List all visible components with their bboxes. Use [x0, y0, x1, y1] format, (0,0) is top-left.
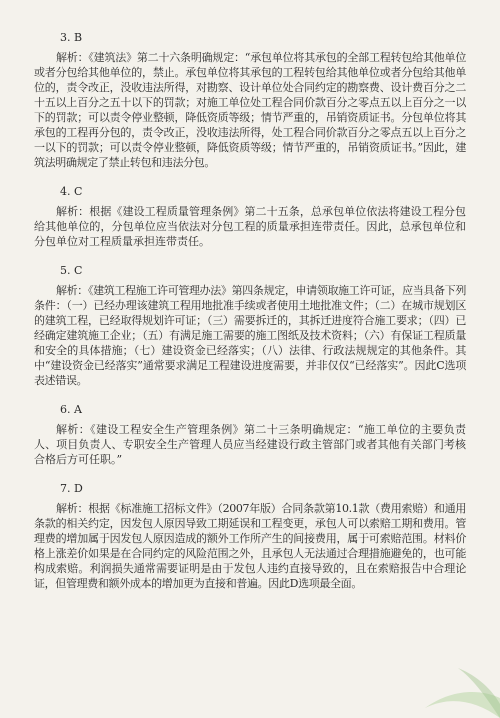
explanation-text: 解析：《建筑工程施工许可管理办法》第四条规定，申请领取施工许可证，应当具备下列条件：（一）已经办理该建筑工程用地批准手续或者使用土地批准文件；（二）在城市规划区的建筑工程，已经取得规划许可证；（三）需要拆迁的，其拆迁进度符合施工要求；（四）已经确定建筑施工企业；（五）有满足施工需要的施工图纸及技术资料；（六）有保证工程质量和安全的具体措施；（七）建设资金已经落实；（八）法律、行政法规规定的其他条件。其中“建设资金已经落实”通常要求满足工程建设进度需要，并非仅仅“已经落实”。因此C选项表述错误。	[34, 284, 466, 387]
answer-entry-4	[34, 184, 466, 249]
answer-entry-3	[34, 30, 466, 170]
answer-entry-6	[34, 402, 466, 467]
question-number: 4. C	[60, 185, 83, 198]
question-number: 3. B	[60, 31, 83, 44]
question-number: 7. D	[60, 482, 83, 495]
explanation-text: 解析：根据《标准施工招标文件》（2007年版）合同条款第10.1款（费用索赔）和通用条款的相关约定，因发包人原因导致工期延误和工程变更，承包人可以索赔工期和费用。管理费的增加属于因发包人原因造成的额外工作所产生的间接费用，属于可索赔范围。材料价格上涨差价如果是在合同约定的风险范围之外，且承包人无法通过合理措施避免的，也可能构成索赔。利润损失通常需要证明是由于发包人违约直接导致的，且在索赔报告中合理论证，但管理费和额外成本的增加更为直接和普遍。因此D选项最全面。	[34, 502, 466, 590]
explanation-text: 解析：根据《建设工程质量管理条例》第二十五条，总承包单位依法将建设工程分包给其他单位的，分包单位应当依法对分包工程的质量承担连带责任。因此，总承包单位和分包单位对工程质量承担连带责任。	[34, 205, 466, 248]
question-number: 5. C	[60, 264, 83, 277]
question-number: 6. A	[60, 403, 82, 416]
answer-entry-7	[34, 481, 466, 591]
explanation-text: 解析：《建筑法》第二十六条明确规定：“承包单位将其承包的全部工程转包给其他单位或者分包给其他单位的，禁止。承包单位将其承包的工程转包给其他单位或者分包给其他单位的，责令改正，没收违法所得，对勘察、设计单位处合同约定的勘察费、设计费百分之二十五以上百分之五十以下的罚款；对施工单位处工程合同价款百分之零点五以上百分之一以下的罚款；可以责令停业整顿，降低资质等级；情节严重的，吊销资质证书。分包单位将其承包的工程再分包的，责令改正，没收违法所得，处工程合同价款百分之零点五以上百分之一以下的罚款；可以责令停业整顿，降低资质等级；情节严重的，吊销资质证书。”因此，建筑法明确规定了禁止转包和违法分包。	[34, 51, 466, 169]
leaf-decoration	[380, 638, 500, 718]
answer-entry-5	[34, 263, 466, 388]
explanation-text: 解析：《建设工程安全生产管理条例》第二十三条明确规定：“施工单位的主要负责人、项目负责人、专职安全生产管理人员应当经建设行政主管部门或者其他有关部门考核合格后方可任职。”	[34, 423, 466, 466]
